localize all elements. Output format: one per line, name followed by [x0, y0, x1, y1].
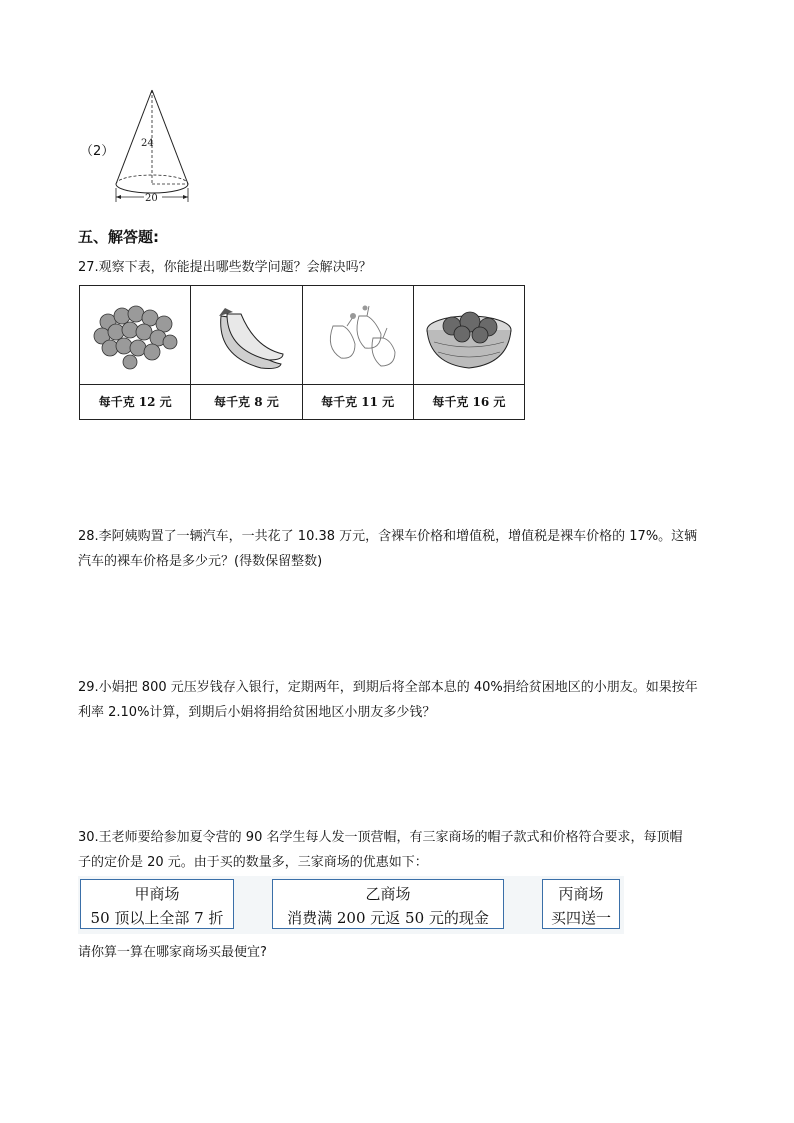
store-jia — [80, 879, 234, 929]
fruit-price-banana: 每千克 8 元 — [191, 384, 301, 419]
question-27: 27.观察下表，你能提出哪些数学问题？会解决吗？ — [78, 260, 372, 275]
banana-icon — [191, 286, 301, 382]
store-yi — [272, 879, 504, 929]
fruit-cell-basket — [414, 286, 524, 419]
store-yi-deal: 消费满 200 元返 50 元的现金 — [287, 909, 489, 927]
store-jia-name: 甲商场 — [134, 885, 180, 903]
cone-height-label: 24 — [141, 138, 154, 149]
question-30: 30.王老师要给参加夏令营的 90 名学生每人发一顶营帽，有三家商场的帽子款式和价格符合要求，每顶帽 子的定价是 20 元。由于买的数量多，三家商场的优惠如下： — [78, 830, 683, 870]
question-30-prompt: 请你算一算在哪家商场买最便宜? — [78, 945, 267, 960]
fruit-price-table — [79, 285, 525, 420]
fruit-price-pear: 每千克 11 元 — [303, 384, 413, 419]
fruit-cell-banana — [191, 286, 302, 419]
store-bing-deal: 买四送一 — [550, 909, 611, 927]
fruit-basket-icon — [414, 286, 524, 382]
figure-2-label: （2） — [80, 144, 115, 159]
store-bing — [542, 879, 620, 929]
fruit-cell-pear — [303, 286, 414, 419]
store-jia-deal: 50 顶以上全部 7 折 — [90, 909, 224, 927]
question-29: 29.小娟把 800 元压岁钱存入银行，定期两年，到期后将全部本息的 40%捐给贫困地区的小朋友。如果按年 利率 2.10%计算，到期后小娟将捐给贫困地区小朋友多少钱？ — [78, 680, 698, 720]
fruit-price-lychee: 每千克 12 元 — [80, 384, 190, 419]
fruit-price-basket: 每千克 16 元 — [414, 384, 524, 419]
cone-diameter-label: 20 — [145, 193, 158, 204]
store-bing-name: 丙商场 — [558, 885, 604, 903]
store-offers — [78, 876, 624, 934]
pear-icon — [303, 286, 413, 382]
fruit-cell-lychee — [80, 286, 191, 419]
store-yi-name: 乙商场 — [365, 885, 411, 903]
cone-figure — [108, 88, 198, 206]
lychee-icon — [80, 286, 190, 382]
section-title: 五、解答题: — [78, 228, 159, 246]
question-28: 28.李阿姨购置了一辆汽车，一共花了 10.38 万元，含裸车价格和增值税，增值税是裸车价格的 17%。这辆 汽车的裸车价格是多少元？(得数保留整数) — [78, 529, 698, 569]
